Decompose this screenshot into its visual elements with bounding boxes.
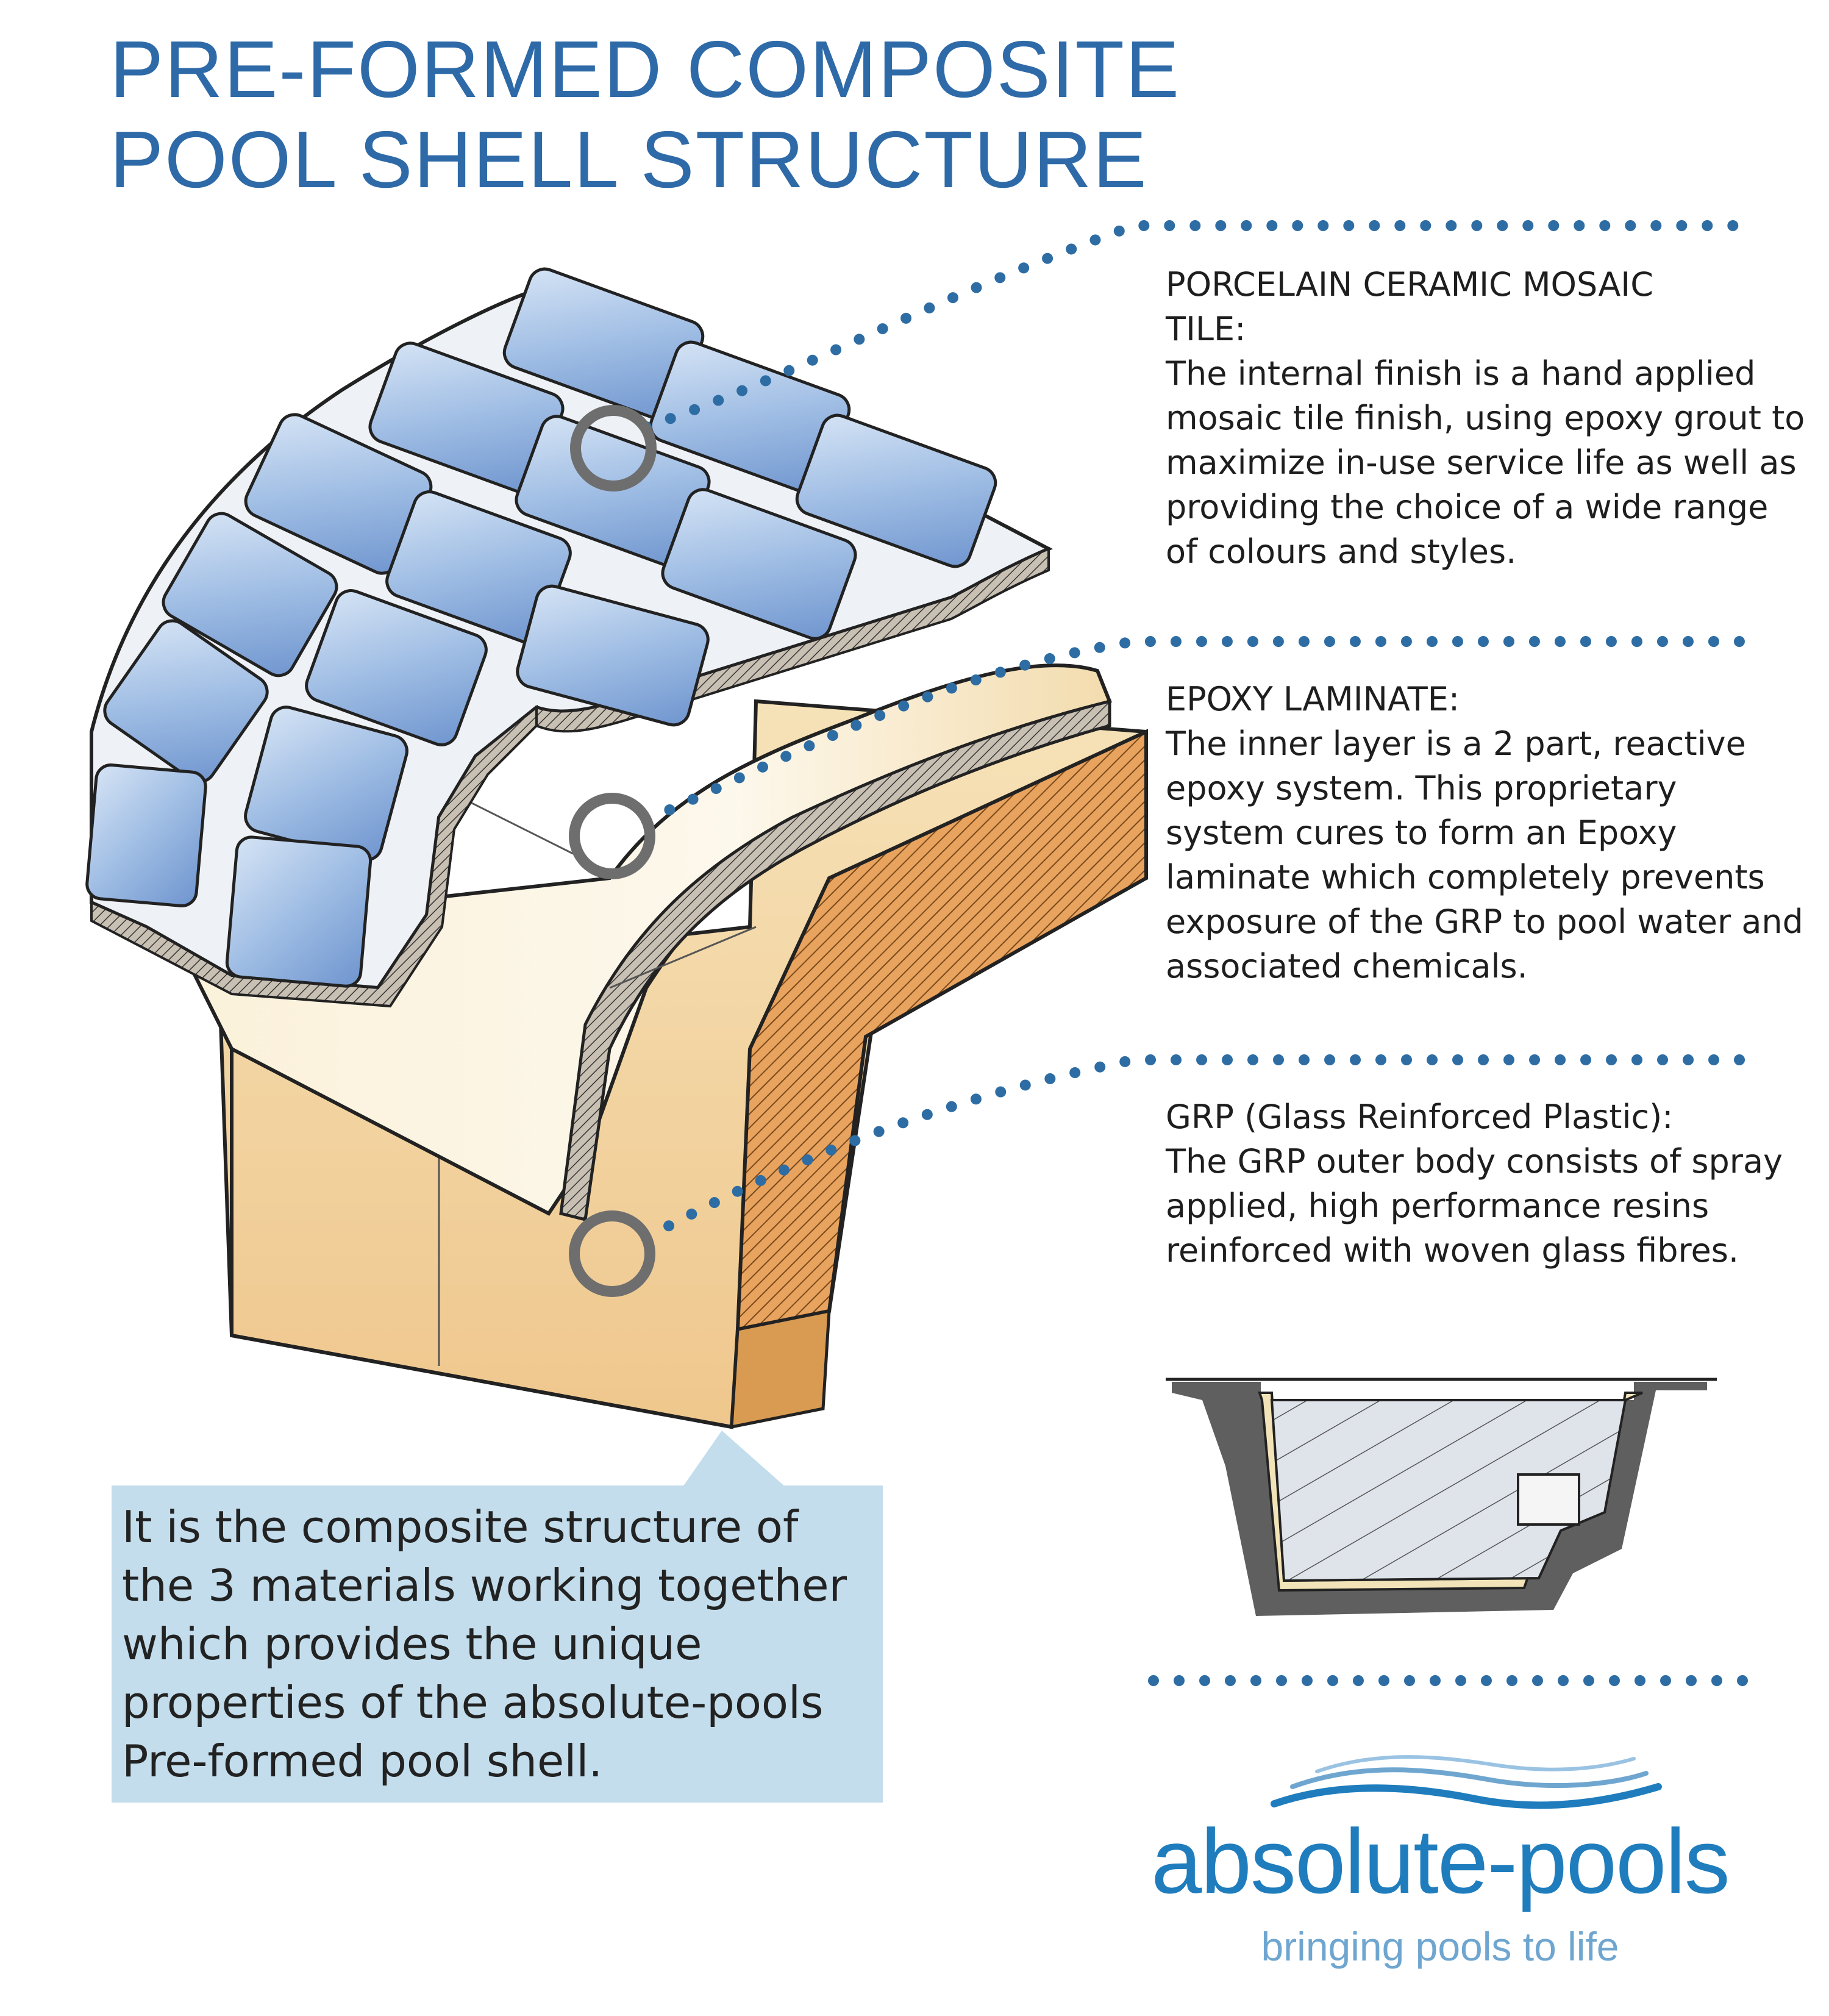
layer-tile-description bbox=[1166, 262, 1806, 574]
layer-tile-text: The internal finish is a hand applied mosaic tile finish, using epoxy grout to maximize in-use service life as well as providing the choice of a wide range of colours and styles. bbox=[1166, 354, 1805, 571]
layer-laminate-description bbox=[1166, 677, 1806, 988]
layer-laminate-heading: EPOXY LAMINATE: bbox=[1166, 680, 1460, 718]
marker-circle-laminate bbox=[574, 798, 650, 874]
pool-cross-section-diagram bbox=[1166, 1379, 1717, 1616]
title-line-1: PRE-FORMED COMPOSITE bbox=[110, 24, 1181, 114]
layer-grp-heading: GRP (Glass Reinforced Plastic): bbox=[1166, 1098, 1674, 1136]
layer-grp-description bbox=[1166, 1095, 1806, 1273]
layer-tile-heading: PORCELAIN CERAMIC MOSAIC TILE: bbox=[1166, 265, 1653, 348]
layer-laminate-text: The inner layer is a 2 part, reactive epoxy system. This proprietary system cures to form an Epoxy laminate which completely prevents exposure of the GRP to pool water and associated chemicals. bbox=[1166, 724, 1803, 985]
title-line-2: POOL SHELL STRUCTURE bbox=[110, 115, 1148, 204]
brand-name: absolute-pools bbox=[1151, 1810, 1729, 1912]
layer-grp-text: The GRP outer body consists of spray applied, high performance resins reinforced with woven glass fibres. bbox=[1166, 1142, 1783, 1270]
callout-text: It is the composite structure of the 3 materials working together which provides the unique properties of the absolute-pools Pre-formed pool shell. bbox=[122, 1501, 847, 1787]
brand-waves-logo bbox=[1274, 1757, 1658, 1805]
brand-tagline: bringing pools to life bbox=[1261, 1924, 1619, 1969]
callout-pointer bbox=[683, 1431, 785, 1487]
